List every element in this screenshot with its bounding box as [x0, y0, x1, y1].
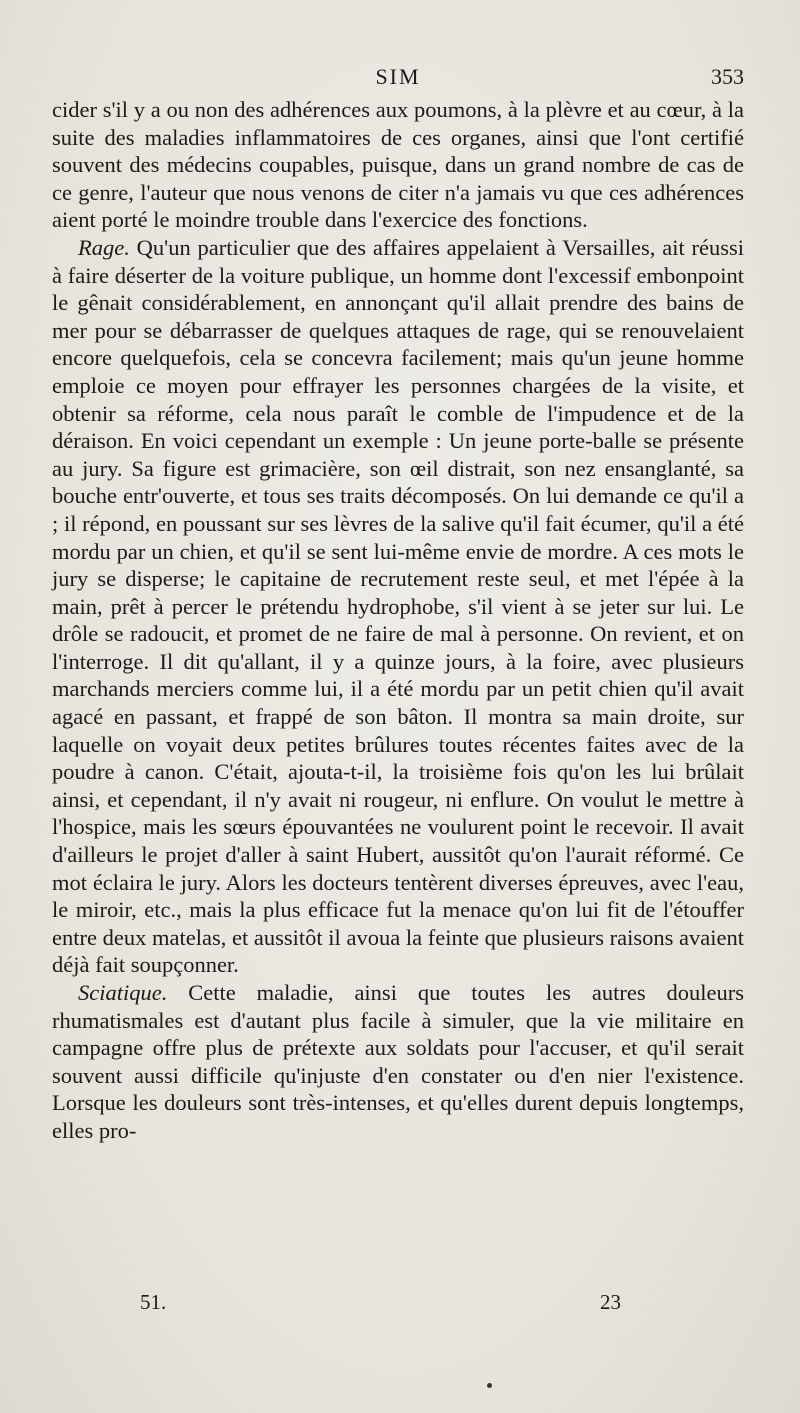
page-number: 353	[711, 64, 744, 89]
paragraph-text: Cette maladie, ainsi que toutes les autres douleurs rhumatismales est d'autant plus facile à simuler, que la vie militaire en campagne offre plus de prétexte aux soldats pour l'accuser, et qu'il serait souvent aussi difficile qu'injuste d'en constater ou d'en nier l'existence. Lorsque les douleurs sont très-intenses, et qu'elles durent depuis longtemps, elles pro-	[52, 980, 744, 1143]
signature-mark-left: 51.	[140, 1290, 167, 1314]
paragraph-heading: Sciatique.	[78, 980, 168, 1005]
paragraph-heading: Rage.	[78, 234, 130, 260]
paragraph-text: Qu'un particulier que des affaires appelaient à Versailles, ait réussi à faire déserter de la voiture publique, un homme dont l'excessif embonpoint le gênait considérablement, en annonçant qu'il allait prendre des bains de mer pour se débarrasser de quelques attaques de rage, qui se renouvelaient encore quelquefois, cela se concevra facilement; mais qu'un jeune homme emploie ce moyen pour effrayer les personnes chargées de la visite, et obtenir sa réforme, cela nous paraît le comble de l'impudence et de la déraison. En voici cependant un exemple : Un jeune porte-balle se présente au jury. Sa figure est grimacière, son œil distrait, son nez ensanglanté, sa bouche entr'ouverte, et tous ses traits décomposés. On lui demande ce qu'il a ; il répond, en poussant sur ses lèvres de la salive qu'il fait écumer, qu'il a été mordu par un chien, et qu'il se sent lui-même envie de mordre. A ces mots le jury se disperse; le capitaine de recrutement reste seul, et met l'épée à la main, prêt à percer le prétendu hydrophobe, s'il vient à se jeter sur lui. Le drôle se radoucit, et promet de ne faire de mal à personne. On revient, et on l'interroge. Il dit qu'allant, il y a quinze jours, à la foire, avec plusieurs marchands merciers comme lui, il a été mordu par un petit chien qu'il avait agacé en passant, et frappé de son bâton. Il montra sa main droite, sur laquelle on voyait deux petites brûlures toutes récentes faites avec de la poudre à canon. C'était, ajouta-t-il, la troisième fois qu'on les lui brûlait ainsi, et cependant, il n'y avait ni rougeur, ni enflure. On voulut le mettre à l'hospice, mais les sœurs épouvantées ne voulurent point le recevoir. Il avait d'ailleurs le projet d'aller à saint Hubert, aussitôt qu'on l'aurait réformé. Ce mot éclaira le jury. Alors les docteurs tentèrent diverses épreuves, avec l'eau, le miroir, etc., mais la plus efficace fut la menace qu'on lui fit de l'étouffer entre deux matelas, et aussitôt il avoua la feinte que plusieurs raisons avaient déjà fait soupçonner.	[52, 234, 744, 978]
signature-mark-right: 23	[600, 1290, 621, 1314]
paragraph-rage	[52, 234, 744, 979]
ink-speck	[487, 1383, 492, 1388]
running-head-title: SIM	[375, 64, 421, 89]
paragraph-continuation	[52, 96, 744, 234]
body-text	[52, 96, 744, 1145]
running-head	[52, 62, 744, 94]
paragraph-sciatique	[52, 979, 744, 1145]
paragraph-text: cider s'il y a ou non des adhérences aux poumons, à la plèvre et au cœur, à la suite des maladies inflammatoires de ces organes, ainsi que l'ont certifié souvent des médecins coupables, puisque, dans un grand nombre de cas de ce genre, l'auteur que nous venons de citer n'a jamais vu que ces adhérences aient porté le moindre trouble dans l'exercice des fonctions.	[52, 97, 744, 233]
printer-signatures	[52, 1290, 744, 1320]
